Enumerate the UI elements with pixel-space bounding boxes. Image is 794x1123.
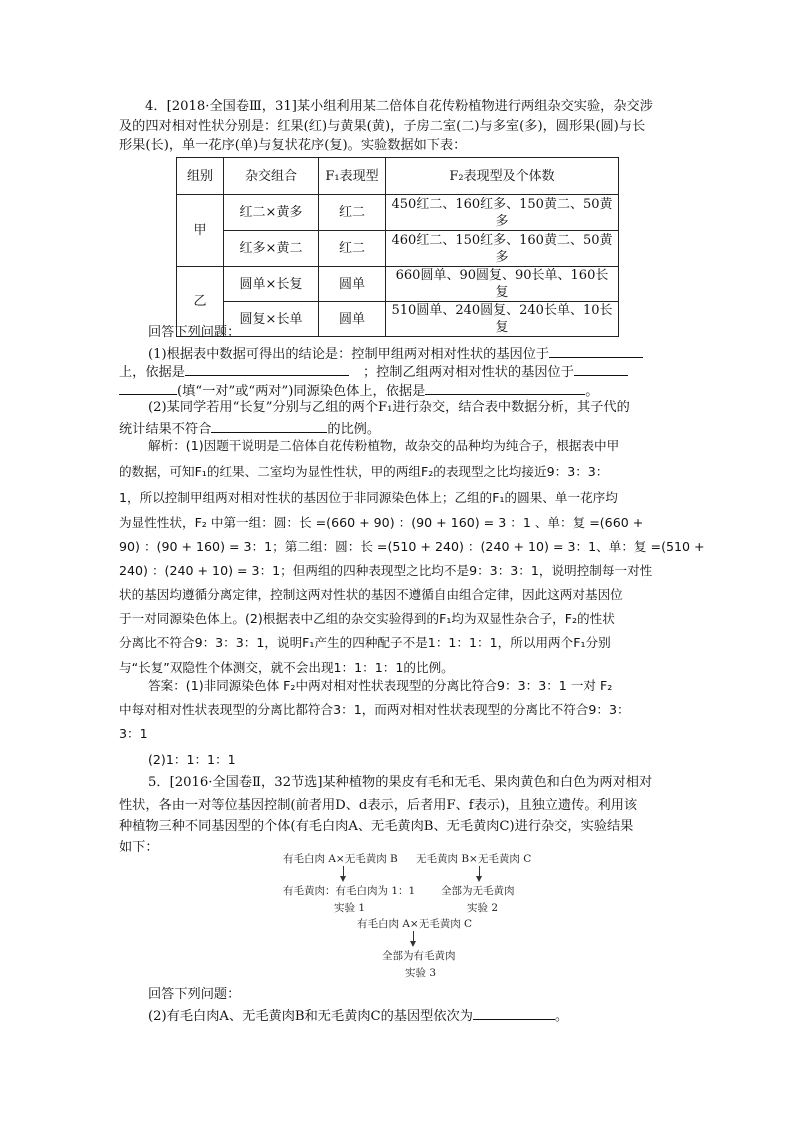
header-f2: F₂表现型及个体数: [386, 158, 619, 195]
answer-blank[interactable]: [185, 361, 349, 376]
answer-blank[interactable]: [425, 380, 585, 395]
explanation-line: 状的基因均遵循分离定律，控制这两对性状的基因不遵循自由组合定律，因此这两对基因位: [119, 587, 623, 602]
question1-line3: (填“一对”或“两对”)同源染色体上，依据是 。: [119, 380, 598, 401]
problem5-line2: 性状，各由一对等位基因控制(前者用D、d表示，后者用F、f表示)，且独立遗传。利用该: [119, 798, 638, 813]
explanation-line: 90) ：(90 + 160) = 3：1；第二组：圆：长 =(510 + 240) ：(240 + 10) = 3：1、单：复 =(510 +: [119, 539, 705, 554]
answer-line: 中每对相对性状表现型的分离比都符合3：1，而两对相对性状表现型的分离比不符合9：3：: [119, 702, 630, 717]
explanation-line: 为显性性状，F₂ 中第一组：圆：长 =(660 + 90) ：(90 + 160) = 3 ：1 、单：复 =(660 +: [119, 515, 644, 530]
exp1-arrow-head-icon: [340, 876, 346, 882]
table-row: [177, 231, 619, 267]
f2-cell: 510圆单、240圆复、240长单、10长复: [386, 302, 619, 337]
f1-cell: 圆单: [319, 267, 386, 302]
exp1-label: 实验 1: [334, 902, 366, 914]
exp3-label: 实验 3: [405, 967, 437, 979]
header-group: 组别: [177, 158, 224, 195]
exp3-result: 全部为有毛黄肉: [382, 950, 456, 962]
question2-line2: 统计结果不符合 的比例。: [119, 418, 380, 439]
cross-cell: 圆单×长复: [224, 267, 319, 302]
header-f1: F₁表现型: [319, 158, 386, 195]
exp3-arrow-head-icon: [410, 941, 416, 947]
cross-cell: 圆复×长单: [224, 302, 319, 337]
explanation-line: 1，所以控制甲组两对相对性状的基因位于非同源染色体上；乙组的F₁的圆果、单一花序均: [119, 490, 618, 505]
group-name-yi: 乙: [177, 267, 224, 337]
explanation-line: 的数据，可知F₁的红果、二室均为显性性状，甲的两组F₂的表现型之比均接近9：3：3：: [119, 464, 609, 479]
experiment-data-table: [176, 157, 619, 337]
exp2-arrow-head-icon: [476, 876, 482, 882]
problem4-line3: 形果(长)，单一花序(单)与复状花序(复)。实验数据如下表：: [119, 138, 467, 153]
f1-cell: 红二: [319, 195, 386, 231]
exp2-cross: 无毛黄肉 B×无毛黄肉 C: [416, 853, 532, 865]
explanation-line: 240) ：(240 + 10) = 3：1；但两组的四种表现型之比均不是9：3：3：1，说明控制每一对性: [119, 563, 653, 578]
exp2-label: 实验 2: [467, 902, 499, 914]
explanation-line: 与“长复”双隐性个体测交，就不会出现1：1：1：1的比例。: [119, 660, 454, 675]
problem4-line1: 4．[2018·全国卷Ⅲ，31]某小组利用某二倍体自花传粉植物进行两组杂交实验，杂交涉: [145, 99, 653, 114]
exp1-result: 有毛黄肉：有毛白肉为 1：1: [283, 885, 416, 897]
question1-line2: 上，依据是 ；控制乙组两对相对性状的基因位于: [119, 361, 628, 382]
header-cross: 杂交组合: [224, 158, 319, 195]
explanation-line: 解析：(1)因题干说明是二倍体自花传粉植物，故杂交的品种均为纯合子，根据表中甲: [148, 438, 620, 453]
questions-label: 回答下列问题：: [148, 325, 241, 340]
question2-line1: (2)某同学若用“长复”分别与乙组的两个F₁进行杂交，结合表中数据分析，其子代的: [148, 400, 630, 415]
answer-blank[interactable]: [473, 1005, 555, 1020]
table-row: [177, 302, 619, 337]
problem5-line3: 种植物三种不同基因型的个体(有毛白肉A、无毛黄肉B、无毛黄肉C)进行杂交，实验结果: [119, 819, 634, 834]
cross-cell: 红多×黄二: [224, 231, 319, 267]
answer-line: 3：1: [119, 726, 148, 741]
explanation-line: 分离比不符合9：3：3：1，说明F₁产生的四种配子不是1：1：1：1，所以用两个F₁分别: [119, 635, 611, 650]
f1-cell: 圆单: [319, 302, 386, 337]
table-row: [177, 267, 619, 302]
explanation-line: 于一对同源染色体上。(2)根据表中乙组的杂交实验得到的F₁均为双显性杂合子，F₂的性状: [119, 611, 615, 626]
f2-cell: 450红二、160红多、150黄二、50黄多: [386, 195, 619, 231]
answer-line: 答案：(1)非同源染色体 F₂中两对相对性状表现型的分离比符合9：3：3：1 一对 F₂: [148, 678, 613, 693]
answer-blank[interactable]: [119, 380, 177, 395]
table-row: [177, 195, 619, 231]
f1-cell: 红二: [319, 231, 386, 267]
cross-cell: 红二×黄多: [224, 195, 319, 231]
answer-blank[interactable]: [549, 343, 643, 358]
question1-line1: (1)根据表中数据可得出的结论是：控制甲组两对相对性状的基因位于: [148, 343, 643, 364]
problem5-line4: 如下：: [119, 840, 159, 855]
problem5-line1: 5．[2016·全国卷Ⅱ，32节选]某种植物的果皮有毛和无毛、果肉黄色和白色为两对相对: [148, 775, 653, 790]
exp2-result: 全部为无毛黄肉: [441, 885, 515, 897]
f2-cell: 460红二、150红多、160黄二、50黄多: [386, 231, 619, 267]
tail-question2: (2)有毛白肉A、无毛黄肉B和无毛黄肉C的基因型依次为 。: [148, 1005, 568, 1026]
exp1-cross: 有毛白肉 A×无毛黄肉 B: [283, 853, 398, 865]
problem4-line2: 及的四对相对性状分别是：红果(红)与黄果(黄)，子房二室(二)与多室(多)，圆形果(圆)与长: [119, 119, 646, 134]
group-name-jia: 甲: [177, 195, 224, 267]
exp3-cross: 有毛白肉 A×无毛黄肉 C: [357, 918, 473, 930]
tail-questions-label: 回答下列问题：: [148, 987, 241, 1002]
answer-blank[interactable]: [574, 361, 628, 376]
table-header-row: [177, 158, 619, 195]
f2-cell: 660圆单、90圆复、90长单、160长复: [386, 267, 619, 302]
answer-blank[interactable]: [211, 418, 327, 433]
answer-line: (2)1：1：1：1: [148, 752, 236, 767]
